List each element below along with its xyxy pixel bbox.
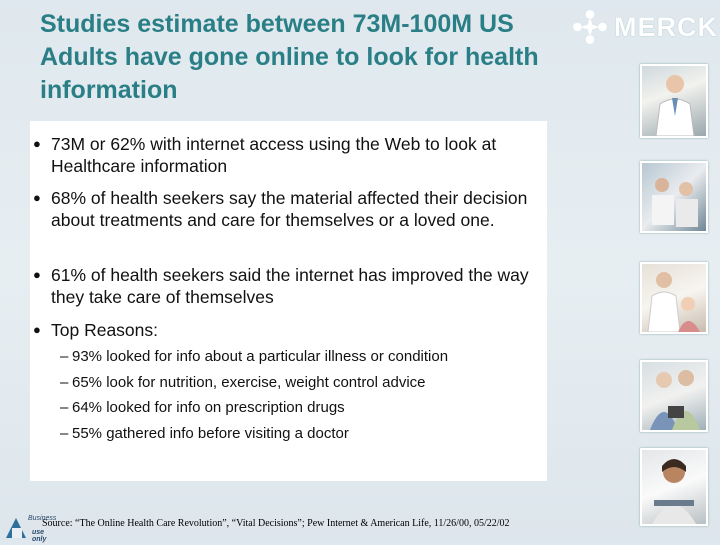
sub-item-text: 93% looked for info about a particular illness or condition <box>72 348 449 365</box>
bullet-dot-icon: ● <box>33 136 41 151</box>
sub-list-item <box>60 399 550 417</box>
sub-list-item <box>60 374 550 392</box>
woman-scale-photo <box>640 448 708 526</box>
bullet-dot-icon: ● <box>33 267 41 282</box>
doctor-child-photo-icon <box>642 264 706 332</box>
doctor-with-child-photo <box>640 262 708 334</box>
doctor-photo <box>640 64 708 138</box>
seniors-photo-icon <box>642 362 706 430</box>
sub-list-item <box>60 348 550 366</box>
bullet-item <box>33 187 533 231</box>
bullet-text: 68% of health seekers say the material affected their decision about treatments and care for themselves or a loved one. <box>51 188 528 230</box>
sub-item-text: 65% look for nutrition, exercise, weight control advice <box>72 374 426 391</box>
badge-line2: use only <box>32 529 47 543</box>
doctor-photo-icon <box>642 66 706 136</box>
sub-item-text: 55% gathered info before visiting a doctor <box>72 425 349 442</box>
dash-icon: – <box>60 425 69 442</box>
lab-photo <box>640 161 708 233</box>
sub-list-item <box>60 425 550 443</box>
bullet-item <box>33 264 533 308</box>
seniors-computer-photo <box>640 360 708 432</box>
source-citation: Source: “The Online Health Care Revolution”, “Vital Decisions”; Pew Internet & American Life, 11/26/00, 05/22/02 <box>42 518 510 529</box>
bullet-item <box>33 133 533 177</box>
sub-item-text: 64% looked for info on prescription drugs <box>72 399 345 416</box>
bullet-dot-icon: ● <box>33 322 41 337</box>
dash-icon: – <box>60 399 69 416</box>
merck-logo-text: MERCK <box>614 11 718 42</box>
bullet-text: Top Reasons: <box>51 320 159 340</box>
bullet-dot-icon: ● <box>33 190 41 205</box>
merck-logo-icon <box>572 5 608 49</box>
badge-line1: Business <box>28 515 57 522</box>
merck-logo <box>572 4 718 50</box>
dash-icon: – <box>60 348 69 365</box>
slide-title: Studies estimate between 73M-100M US Adults have gone online to look for health information <box>40 10 539 104</box>
woman-photo-icon <box>642 450 706 524</box>
bullet-item <box>33 319 533 341</box>
bullet-text: 61% of health seekers said the internet has improved the way they take care of themselves <box>51 265 529 307</box>
bullet-text: 73M or 62% with internet access using the Web to look at Healthcare information <box>51 134 497 176</box>
lab-photo-icon <box>642 163 706 231</box>
dash-icon: – <box>60 374 69 391</box>
